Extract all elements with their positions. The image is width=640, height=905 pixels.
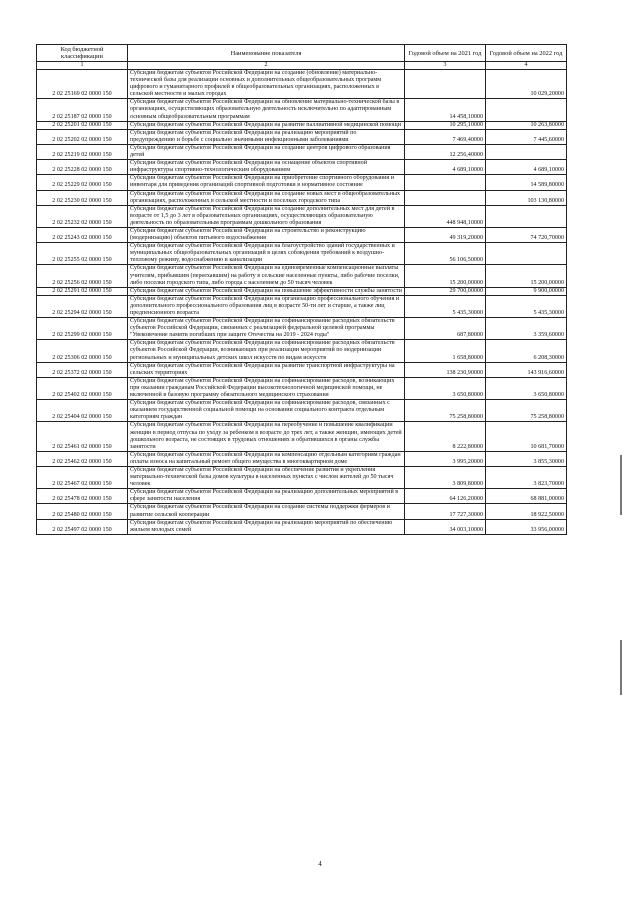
budget-table bbox=[36, 44, 567, 535]
column-number: 1 bbox=[37, 62, 128, 70]
budget-code-cell: 2 02 25306 02 0000 150 bbox=[37, 340, 128, 362]
value-2022-cell: 3 823,70000 bbox=[486, 466, 567, 488]
table-row bbox=[37, 160, 567, 175]
value-2021-cell: 17 727,30000 bbox=[405, 504, 486, 519]
table-row bbox=[37, 466, 567, 488]
value-2021-cell bbox=[405, 175, 486, 190]
budget-code-cell: 2 02 25255 02 0000 150 bbox=[37, 243, 128, 265]
value-2021-cell: 29 700,00000 bbox=[405, 287, 486, 295]
table-row bbox=[37, 400, 567, 422]
budget-code-cell: 2 02 25404 02 0000 150 bbox=[37, 400, 128, 422]
value-2021-cell bbox=[405, 190, 486, 205]
header-2021: Годовой объем на 2021 год bbox=[405, 45, 486, 62]
value-2021-cell: 5 435,30000 bbox=[405, 295, 486, 317]
value-2022-cell: 74 720,70000 bbox=[486, 227, 567, 242]
scan-edge-mark bbox=[620, 640, 622, 695]
column-number: 4 bbox=[486, 62, 567, 70]
indicator-name-cell: Субсидии бюджетам субъектов Российской Федерации на создание новых мест в общеобразовательных организациях, расположенных в сельской местности и поселках городского типа bbox=[128, 190, 405, 205]
table-row bbox=[37, 362, 567, 377]
value-2022-cell bbox=[486, 205, 567, 227]
value-2022-cell: 75 258,80000 bbox=[486, 400, 567, 422]
value-2022-cell: 18 922,50000 bbox=[486, 504, 567, 519]
budget-code-cell: 2 02 25299 02 0000 150 bbox=[37, 318, 128, 340]
value-2022-cell: 7 445,60000 bbox=[486, 129, 567, 144]
value-2022-cell: 33 956,00000 bbox=[486, 519, 567, 534]
table-row bbox=[37, 489, 567, 504]
budget-code-cell: 2 02 25256 02 0000 150 bbox=[37, 265, 128, 287]
scan-edge-mark bbox=[620, 455, 622, 515]
budget-code-cell: 2 02 25402 02 0000 150 bbox=[37, 377, 128, 399]
table-row bbox=[37, 451, 567, 466]
table-row bbox=[37, 287, 567, 295]
indicator-name-cell: Субсидии бюджетам субъектов Российской Федерации на создание (обновление) материально-технической базы для реализации основных и дополнительных общеобразовательных программ цифрового и гуманитарного профилей в общеобразовательных организациях, расположенных в сельской местности и малых городах bbox=[128, 70, 405, 99]
value-2021-cell: 10 295,10000 bbox=[405, 121, 486, 129]
budget-code-cell: 2 02 25480 02 0000 150 bbox=[37, 504, 128, 519]
budget-code-cell: 2 02 25478 02 0000 150 bbox=[37, 489, 128, 504]
budget-code-cell: 2 02 25294 02 0000 150 bbox=[37, 295, 128, 317]
table-row bbox=[37, 190, 567, 205]
indicator-name-cell: Субсидии бюджетам субъектов Российской Федерации на создание центров цифрового образования детей bbox=[128, 144, 405, 159]
budget-code-cell: 2 02 25372 02 0000 150 bbox=[37, 362, 128, 377]
table-row bbox=[37, 377, 567, 399]
indicator-name-cell: Субсидии бюджетам субъектов Российской Федерации на софинансирование расходных обязательств субъектов Российской Федерации, связанных с реализацией федеральной целевой программы "Увековечение памяти погибших при защите Отечества на 2019 - 2024 годы" bbox=[128, 318, 405, 340]
value-2021-cell: 448 948,10000 bbox=[405, 205, 486, 227]
indicator-name-cell: Субсидии бюджетам субъектов Российской Федерации на приобретение спортивного оборудования и инвентаря для приведения организаций спортивной подготовки в нормативное состояние bbox=[128, 175, 405, 190]
indicator-name-cell: Субсидии бюджетам субъектов Российской Федерации на создание системы поддержки фермеров и развитие сельской кооперации bbox=[128, 504, 405, 519]
value-2021-cell: 1 658,80000 bbox=[405, 340, 486, 362]
budget-code-cell: 2 02 25461 02 0000 150 bbox=[37, 422, 128, 451]
indicator-name-cell: Субсидии бюджетам субъектов Российской Федерации на софинансирование расходных обязательств субъектов Российской Федерации, возникающих при реализации мероприятий по модернизации региональных и муниципальных детских школ искусств по видам искусств bbox=[128, 340, 405, 362]
value-2022-cell: 10 681,70000 bbox=[486, 422, 567, 451]
table-row bbox=[37, 295, 567, 317]
table-row bbox=[37, 175, 567, 190]
value-2022-cell: 14 589,80000 bbox=[486, 175, 567, 190]
value-2021-cell: 4 689,10000 bbox=[405, 160, 486, 175]
value-2021-cell: 687,80000 bbox=[405, 318, 486, 340]
value-2021-cell: 14 458,10000 bbox=[405, 99, 486, 121]
table-row bbox=[37, 70, 567, 99]
value-2021-cell: 3 650,80000 bbox=[405, 377, 486, 399]
value-2022-cell: 3 359,60000 bbox=[486, 318, 567, 340]
indicator-name-cell: Субсидии бюджетам субъектов Российской Федерации на переобучение и повышение квалификации женщин в период отпуска по уходу за ребенком в возрасте до трех лет, а также женщин, имеющих детей дошкольного возраста, не состоящих в трудовых отношениях и обратившихся в органы службы занятости bbox=[128, 422, 405, 451]
budget-code-cell: 2 02 25497 02 0000 150 bbox=[37, 519, 128, 534]
indicator-name-cell: Субсидии бюджетам субъектов Российской Федерации на реализацию мероприятий по обеспечению жильем молодых семей bbox=[128, 519, 405, 534]
indicator-name-cell: Субсидии бюджетам субъектов Российской Федерации на оснащение объектов спортивной инфраструктуры спортивно-технологическим оборудованием bbox=[128, 160, 405, 175]
value-2022-cell: 5 435,30000 bbox=[486, 295, 567, 317]
indicator-name-cell: Субсидии бюджетам субъектов Российской Федерации на организацию профессионального обучения и дополнительного профессионального образования лиц в возрасте 50-ти лет и старше, а также лиц предпенсионного возраста bbox=[128, 295, 405, 317]
budget-code-cell: 2 02 25169 02 0000 150 bbox=[37, 70, 128, 99]
indicator-name-cell: Субсидии бюджетам субъектов Российской Федерации на благоустройство зданий государственных и муниципальных общеобразовательных организаций в целях соблюдения требований к воздушно-тепловому режиму, водоснабжению и канализации bbox=[128, 243, 405, 265]
indicator-name-cell: Субсидии бюджетам субъектов Российской Федерации на создание дополнительных мест для детей в возрасте от 1,5 до 3 лет в образовательных организациях, осуществляющих образовательную деятельность по образовательным программам дошкольного образования bbox=[128, 205, 405, 227]
budget-code-cell: 2 02 25462 02 0000 150 bbox=[37, 451, 128, 466]
table-row bbox=[37, 422, 567, 451]
table-row bbox=[37, 519, 567, 534]
value-2022-cell: 3 855,30000 bbox=[486, 451, 567, 466]
budget-code-cell: 2 02 25219 02 0000 150 bbox=[37, 144, 128, 159]
value-2021-cell: 34 003,10000 bbox=[405, 519, 486, 534]
value-2021-cell: 138 230,90000 bbox=[405, 362, 486, 377]
table-row bbox=[37, 227, 567, 242]
indicator-name-cell: Субсидии бюджетам субъектов Российской Федерации на развитие паллиативной медицинской помощи bbox=[128, 121, 405, 129]
value-2021-cell: 3 809,80000 bbox=[405, 466, 486, 488]
value-2022-cell: 4 689,10000 bbox=[486, 160, 567, 175]
value-2022-cell: 10 263,80000 bbox=[486, 121, 567, 129]
column-number-row bbox=[37, 62, 567, 70]
value-2022-cell: 3 650,80000 bbox=[486, 377, 567, 399]
value-2022-cell bbox=[486, 243, 567, 265]
indicator-name-cell: Субсидии бюджетам субъектов Российской Федерации на софинансирование расходов, связанных с оказанием государственной социальной помощи на основании социального контракта отдельным категориям граждан bbox=[128, 400, 405, 422]
value-2022-cell: 103 130,80000 bbox=[486, 190, 567, 205]
header-code: Код бюджетной классификации bbox=[37, 45, 128, 62]
value-2022-cell: 15 200,00000 bbox=[486, 265, 567, 287]
indicator-name-cell: Субсидии бюджетам субъектов Российской Федерации на развитие транспортной инфраструктуры на сельских территориях bbox=[128, 362, 405, 377]
indicator-name-cell: Субсидии бюджетам субъектов Российской Федерации на обеспечение развития и укрепления материально-технической базы домов культуры в населенных пунктах с числом жителей до 50 тысяч человек bbox=[128, 466, 405, 488]
budget-code-cell: 2 02 25230 02 0000 150 bbox=[37, 190, 128, 205]
budget-code-cell: 2 02 25467 02 0000 150 bbox=[37, 466, 128, 488]
value-2021-cell: 3 995,20000 bbox=[405, 451, 486, 466]
table-header-row bbox=[37, 45, 567, 62]
budget-code-cell: 2 02 25243 02 0000 150 bbox=[37, 227, 128, 242]
value-2022-cell: 6 208,30000 bbox=[486, 340, 567, 362]
column-number: 3 bbox=[405, 62, 486, 70]
value-2022-cell bbox=[486, 144, 567, 159]
column-number: 2 bbox=[128, 62, 405, 70]
value-2021-cell: 49 319,20000 bbox=[405, 227, 486, 242]
header-name: Наименование показателя bbox=[128, 45, 405, 62]
table-row bbox=[37, 265, 567, 287]
budget-code-cell: 2 02 25291 02 0000 150 bbox=[37, 287, 128, 295]
value-2021-cell: 7 469,40000 bbox=[405, 129, 486, 144]
indicator-name-cell: Субсидии бюджетам субъектов Российской Федерации на повышение эффективности службы занятости bbox=[128, 287, 405, 295]
indicator-name-cell: Субсидии бюджетам субъектов Российской Федерации на единовременные компенсационные выплаты учителям, прибывшим (переехавшим) на работу в сельские населенные пункты, либо рабочие поселки, либо поселки городского типа, либо города с населением до 50 тысяч человек bbox=[128, 265, 405, 287]
budget-code-cell: 2 02 25228 02 0000 150 bbox=[37, 160, 128, 175]
budget-code-cell: 2 02 25202 02 0000 150 bbox=[37, 129, 128, 144]
value-2021-cell: 15 200,00000 bbox=[405, 265, 486, 287]
value-2021-cell: 75 258,80000 bbox=[405, 400, 486, 422]
indicator-name-cell: Субсидии бюджетам субъектов Российской Федерации на софинансирование расходов, возникающих при оказании гражданам Российской Федерации высокотехнологичной медицинской помощи, не включенной в базовую программу обязательного медицинского страхования bbox=[128, 377, 405, 399]
value-2022-cell: 143 916,60000 bbox=[486, 362, 567, 377]
indicator-name-cell: Субсидии бюджетам субъектов Российской Федерации на реализацию мероприятий по предупреждению и борьбе с социально значимыми инфекционными заболеваниями bbox=[128, 129, 405, 144]
table-row bbox=[37, 129, 567, 144]
indicator-name-cell: Субсидии бюджетам субъектов Российской Федерации на обновление материально-технической базы в организациях, осуществляющих образовательную деятельность исключительно по адаптированным основным общеобразовательным программам bbox=[128, 99, 405, 121]
table-row bbox=[37, 504, 567, 519]
value-2021-cell: 8 222,80000 bbox=[405, 422, 486, 451]
table-body bbox=[37, 70, 567, 535]
table-row bbox=[37, 205, 567, 227]
budget-code-cell: 2 02 25232 02 0000 150 bbox=[37, 205, 128, 227]
value-2022-cell: 10 029,20000 bbox=[486, 70, 567, 99]
value-2022-cell: 9 900,00000 bbox=[486, 287, 567, 295]
table-row bbox=[37, 121, 567, 129]
table-row bbox=[37, 318, 567, 340]
value-2021-cell: 64 126,20000 bbox=[405, 489, 486, 504]
table-row bbox=[37, 340, 567, 362]
value-2021-cell: 56 106,50000 bbox=[405, 243, 486, 265]
indicator-name-cell: Субсидии бюджетам субъектов Российской Федерации на компенсацию отдельным категориям граждан оплаты взноса на капитальный ремонт общего имущества в многоквартирном доме bbox=[128, 451, 405, 466]
indicator-name-cell: Субсидии бюджетам субъектов Российской Федерации на реализацию дополнительных мероприятий в сфере занятости населения bbox=[128, 489, 405, 504]
budget-code-cell: 2 02 25187 02 0000 150 bbox=[37, 99, 128, 121]
indicator-name-cell: Субсидии бюджетам субъектов Российской Федерации на строительство и реконструкцию (модернизацию) объектов питьевого водоснабжения bbox=[128, 227, 405, 242]
value-2021-cell: 12 256,40000 bbox=[405, 144, 486, 159]
table-row bbox=[37, 144, 567, 159]
budget-code-cell: 2 02 25201 02 0000 150 bbox=[37, 121, 128, 129]
budget-code-cell: 2 02 25229 02 0000 150 bbox=[37, 175, 128, 190]
value-2022-cell: 68 881,00000 bbox=[486, 489, 567, 504]
value-2022-cell bbox=[486, 99, 567, 121]
table-row bbox=[37, 99, 567, 121]
value-2021-cell bbox=[405, 70, 486, 99]
header-2022: Годовой объем на 2022 год bbox=[486, 45, 567, 62]
table-row bbox=[37, 243, 567, 265]
page-number: 4 bbox=[318, 860, 322, 868]
